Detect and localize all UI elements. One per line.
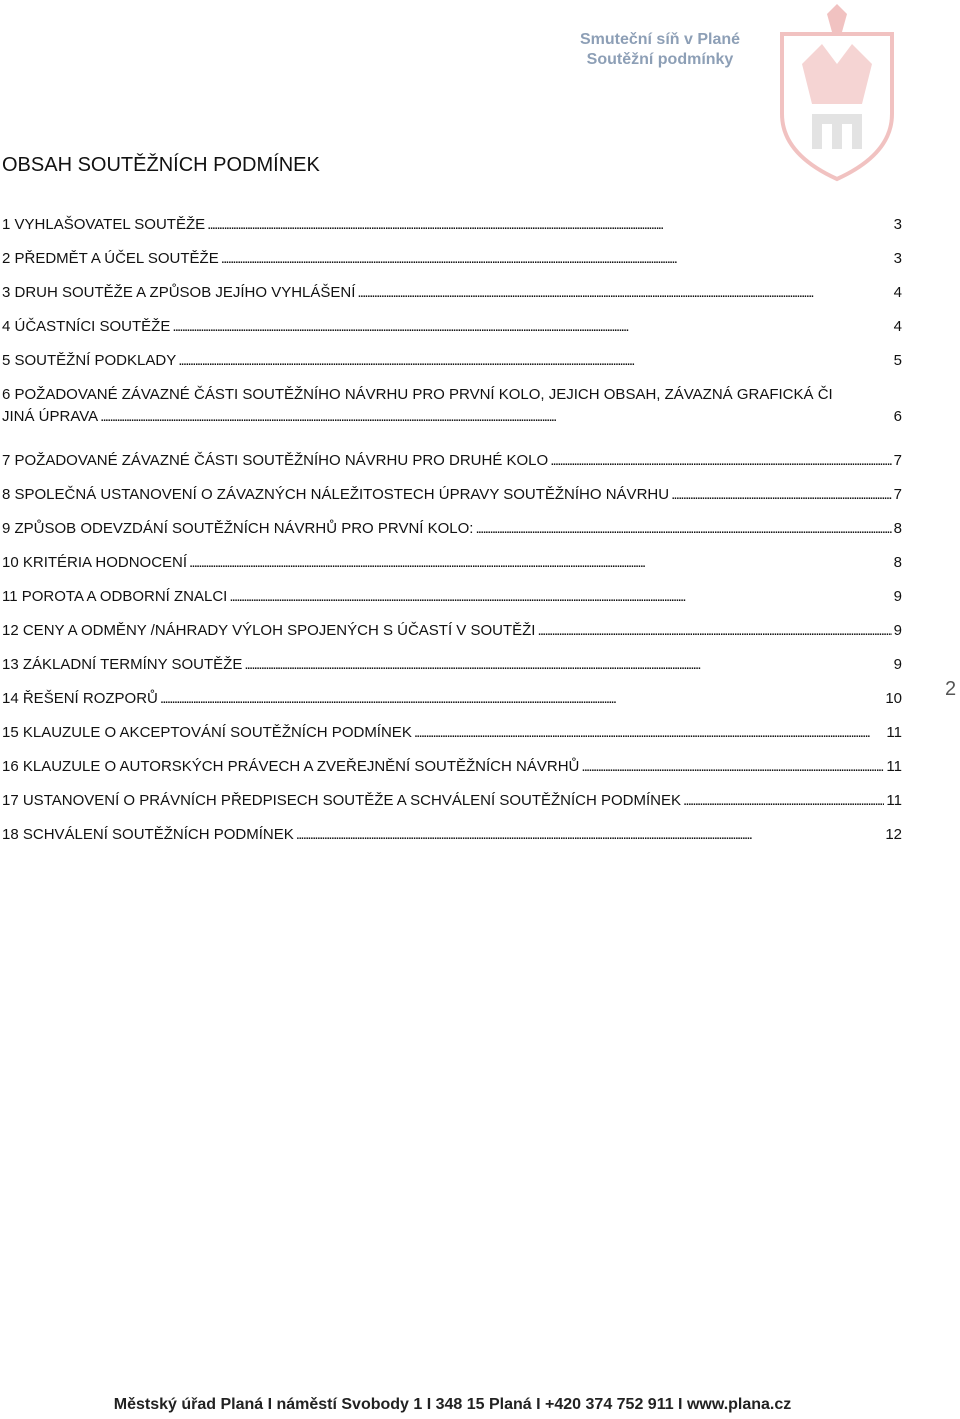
toc-entry-11[interactable]: 11 POROTA A ODBORNÍ ZNALCI . . . 9 xyxy=(2,586,902,620)
toc-entry-10[interactable]: 10 KRITÉRIA HODNOCENÍ . . . 8 xyxy=(2,552,902,586)
toc-title: OBSAH SOUTĚŽNÍCH PODMÍNEK xyxy=(2,154,320,176)
toc-entry-13[interactable]: 13 ZÁKLADNÍ TERMÍNY SOUTĚŽE . . . 9 xyxy=(2,654,902,688)
header-line-2: Soutěžní podmínky xyxy=(586,51,734,68)
toc-entry-15[interactable]: 15 KLAUZULE O AKCEPTOVÁNÍ SOUTĚŽNÍCH PODMÍNEK . . . 11 xyxy=(2,722,902,756)
toc-entry-16[interactable]: 16 KLAUZULE O AUTORSKÝCH PRÁVECH A ZVEŘEJNĚNÍ SOUTĚŽNÍCH NÁVRHŮ . . . 11 xyxy=(2,756,902,790)
header-line-1: Smuteční síň v Plané xyxy=(579,31,741,48)
toc-entry-1[interactable]: 1 VYHLAŠOVATEL SOUTĚŽE . . . 3 xyxy=(2,214,902,248)
toc-entry-7[interactable]: 7 POŽADOVANÉ ZÁVAZNÉ ČÁSTI SOUTĚŽNÍHO NÁVRHU PRO DRUHÉ KOLO . . . 7 xyxy=(2,450,902,484)
toc-entry-17[interactable]: 17 USTANOVENÍ O PRÁVNÍCH PŘEDPISECH SOUTĚŽE A SCHVÁLENÍ SOUTĚŽNÍCH PODMÍNEK . . . 11 xyxy=(2,790,902,824)
toc-entry-8[interactable]: 8 SPOLEČNÁ USTANOVENÍ O ZÁVAZNÝCH NÁLEŽITOSTECH ÚPRAVY SOUTĚŽNÍHO NÁVRHU . . . 7 xyxy=(2,484,902,518)
toc-entry-14[interactable]: 14 ŘEŠENÍ ROZPORŮ . . . 10 xyxy=(2,688,902,722)
toc-entry-2[interactable]: 2 PŘEDMĚT A ÚČEL SOUTĚŽE . . . 3 xyxy=(2,248,902,282)
toc-entry-12[interactable]: 12 CENY A ODMĚNY /NÁHRADY VÝLOH SPOJENÝCH S ÚČASTÍ V SOUTĚŽI . . . 9 xyxy=(2,620,902,654)
document-header xyxy=(560,30,760,70)
toc-entry-6[interactable]: 6 POŽADOVANÉ ZÁVAZNÉ ČÁSTI SOUTĚŽNÍHO NÁVRHU PRO PRVNÍ KOLO, JEJICH OBSAH, ZÁVAZNÁ GRAFICKÁ ČI JINÁ ÚPRAVA . . . 6 xyxy=(2,384,902,450)
toc-entry-18[interactable]: 18 SCHVÁLENÍ SOUTĚŽNÍCH PODMÍNEK . . . 12 xyxy=(2,824,902,858)
table-of-contents xyxy=(2,214,902,858)
page-footer: Městský úřad Planá I náměstí Svobody 1 I 348 15 Planá I +420 374 752 911 I www.plana.cz xyxy=(113,1396,792,1413)
toc-entry-4[interactable]: 4 ÚČASTNÍCI SOUTĚŽE . . . 4 xyxy=(2,316,902,350)
toc-entry-5[interactable]: 5 SOUTĚŽNÍ PODKLADY . . . 5 xyxy=(2,350,902,384)
toc-entry-3[interactable]: 3 DRUH SOUTĚŽE A ZPŮSOB JEJÍHO VYHLÁŠENÍ . . . 4 xyxy=(2,282,902,316)
toc-entry-9[interactable]: 9 ZPŮSOB ODEVZDÁNÍ SOUTĚŽNÍCH NÁVRHŮ PRO PRVNÍ KOLO: . . . 8 xyxy=(2,518,902,552)
page-number: 2 xyxy=(945,678,957,700)
coat-of-arms-icon xyxy=(772,4,902,184)
